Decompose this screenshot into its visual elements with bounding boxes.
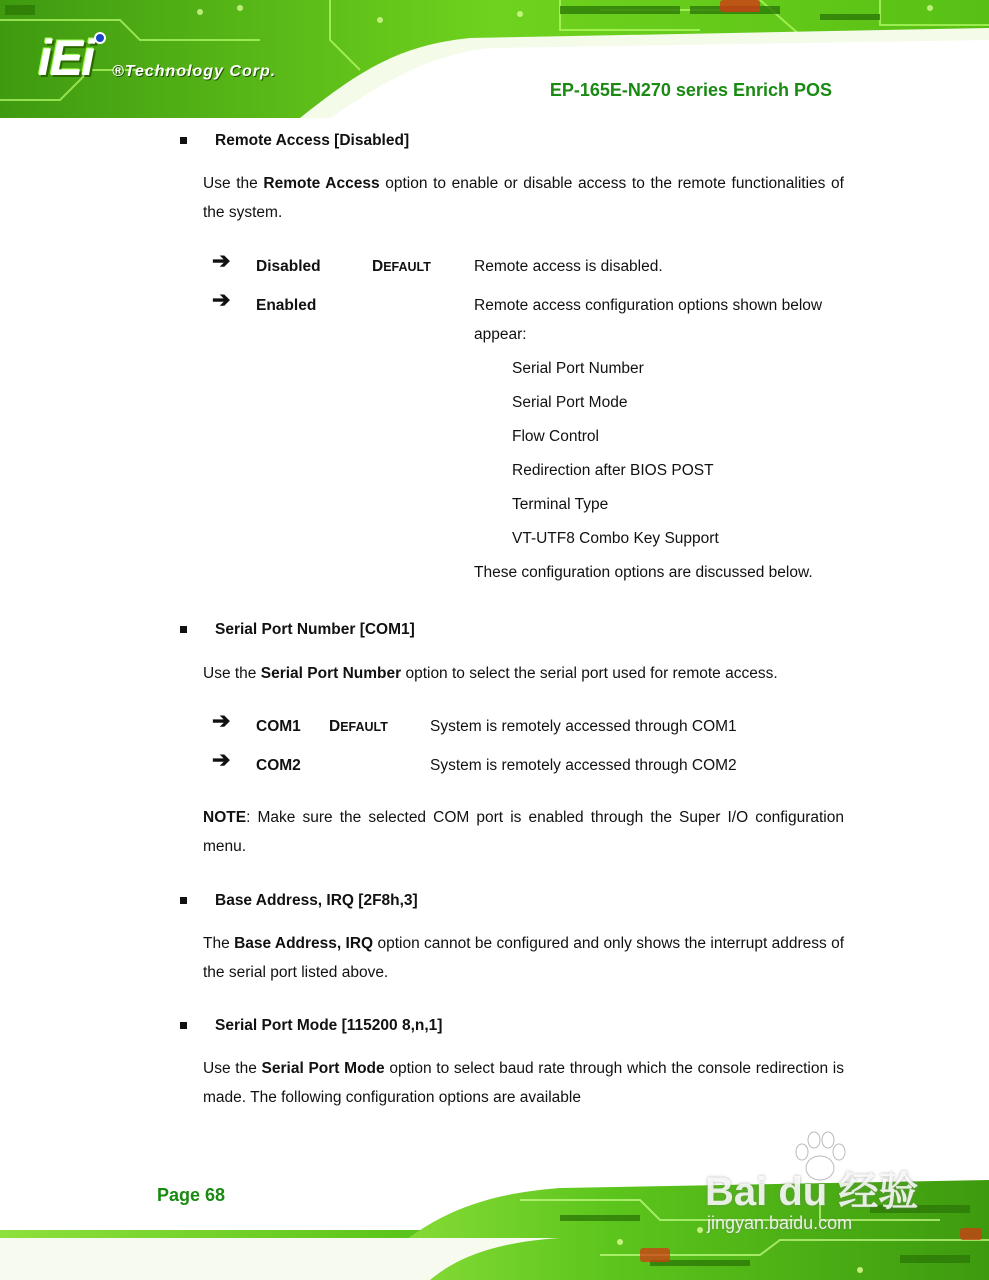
- logo-dot-icon: [94, 32, 106, 44]
- page-header: [0, 0, 989, 118]
- serial-port-mode-description: [203, 1054, 844, 1112]
- desc-text: The: [203, 935, 235, 952]
- sub-option-item: Terminal Type: [512, 496, 609, 513]
- option-desc-enabled-line2: appear:: [474, 326, 527, 343]
- sub-option-item: Flow Control: [512, 428, 599, 445]
- option-desc-com2: System is remotely accessed through COM2: [430, 757, 737, 774]
- desc-bold: Remote Access: [263, 175, 380, 192]
- desc-text: Use the: [203, 665, 261, 682]
- note-paragraph: [203, 803, 844, 861]
- logo-tagline: ®Technology Corp.: [112, 63, 277, 80]
- sub-option-item: Serial Port Mode: [512, 394, 628, 411]
- document-title: EP-165E-N270 series Enrich POS: [549, 80, 832, 100]
- heading-base-address: Base Address, IRQ [2F8h,3]: [215, 892, 418, 909]
- sub-option-item: Redirection after BIOS POST: [512, 462, 714, 479]
- default-tag: [372, 257, 431, 277]
- default-tag-rest: EFAULT: [340, 720, 388, 734]
- arrow-right-icon: ➔: [212, 248, 231, 273]
- serial-port-number-description: [203, 664, 778, 684]
- option-label-com1: COM1: [256, 718, 301, 735]
- desc-bold: Serial Port Mode: [261, 1060, 385, 1077]
- bullet-icon: [180, 1022, 187, 1029]
- desc-text: Use the: [203, 1060, 262, 1077]
- bullet-icon: [180, 626, 187, 633]
- desc-bold: Base Address, IRQ: [234, 935, 374, 952]
- option-label-com2: COM2: [256, 757, 301, 774]
- heading-serial-port-number: Serial Port Number [COM1]: [215, 621, 415, 638]
- heading-serial-port-mode: Serial Port Mode [115200 8,n,1]: [215, 1017, 443, 1034]
- default-tag: [329, 717, 388, 737]
- remote-access-description: [203, 169, 844, 227]
- desc-text: option to select baud rate through which the console redirection is made. The following configuration options are available: [203, 1060, 844, 1106]
- watermark-logo: Bai du 经验: [705, 1170, 919, 1214]
- sub-option-item: Serial Port Number: [512, 360, 644, 377]
- closing-text: These configuration options are discussed below.: [474, 564, 813, 581]
- bullet-icon: [180, 137, 187, 144]
- watermark-url: jingyan.baidu.com: [707, 1213, 853, 1233]
- arrow-right-icon: ➔: [212, 708, 231, 733]
- note-text: : Make sure the selected COM port is enabled through the Super I/O configuration menu.: [203, 809, 844, 855]
- base-address-description: [203, 929, 844, 987]
- default-tag-initial: D: [372, 258, 384, 275]
- default-tag-rest: EFAULT: [383, 260, 431, 274]
- logo-wordmark: iEi: [38, 30, 94, 86]
- default-tag-initial: D: [329, 718, 341, 735]
- option-desc-enabled-line1: Remote access configuration options shown below: [474, 297, 823, 314]
- option-desc-disabled: Remote access is disabled.: [474, 258, 663, 275]
- option-desc-com1: System is remotely accessed through COM1: [430, 718, 737, 735]
- page-number: Page 68: [157, 1185, 226, 1205]
- option-label-enabled: Enabled: [256, 297, 317, 314]
- heading-remote-access: Remote Access [Disabled]: [215, 132, 410, 149]
- note-label: NOTE: [203, 809, 247, 826]
- company-logo: [38, 30, 298, 90]
- arrow-right-icon: ➔: [212, 747, 231, 772]
- sub-option-item: VT-UTF8 Combo Key Support: [512, 530, 719, 547]
- arrow-right-icon: ➔: [212, 287, 231, 312]
- desc-text: option to select the serial port used for remote access.: [401, 665, 778, 682]
- desc-text: option cannot be configured and only shows the interrupt address of the serial port listed above.: [203, 935, 845, 981]
- desc-bold: Serial Port Number: [260, 665, 402, 682]
- desc-text: Use the: [203, 175, 264, 192]
- bullet-icon: [180, 897, 187, 904]
- desc-text: option to enable or disable access to the remote functionalities of the system.: [203, 175, 844, 221]
- option-label-disabled: Disabled: [256, 258, 321, 275]
